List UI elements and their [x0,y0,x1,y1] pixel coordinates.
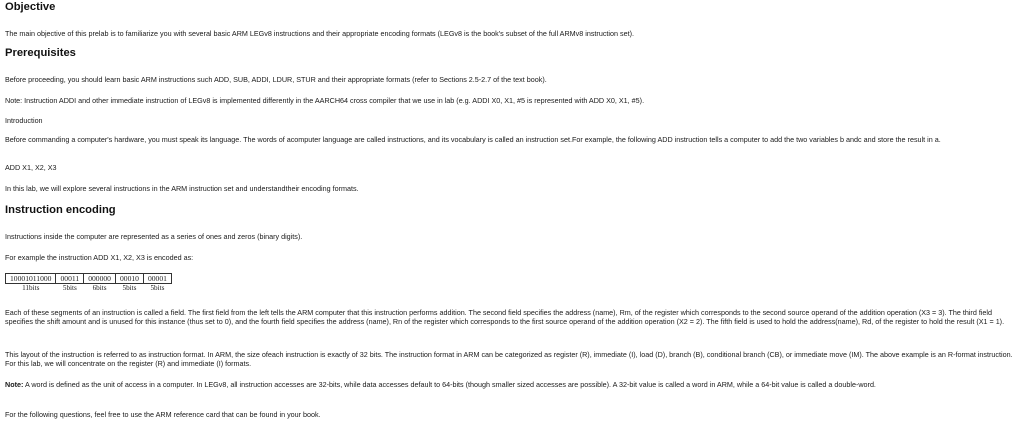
field-2-width: 5bits [62,284,77,292]
prerequisites-text-1: Before proceeding, you should learn basic ARM instructions such ADD, SUB, ADDI, LDUR, STUR and their appropriate formats (refer to Sections 2.5-2.7 of the text book). [5,75,547,84]
encoding-text-5: For the following questions, feel free to use the ARM reference card that can be found in your book. [5,410,321,419]
field-1-bits: 10001011000 [6,274,56,284]
encoding-note [5,380,1017,389]
introduction-code: ADD X1, X2, X3 [5,163,57,172]
objective-heading: Objective [5,1,56,13]
introduction-text-1: Before commanding a computer's hardware, you must speak its language. The words of acomputer language are called instructions, and its vocabulary is called an instruction set.For example, the following ADD instruction tells a computer to add the two variables b andc and store the result in a. [5,135,941,144]
instruction-encoding-heading: Instruction encoding [5,204,116,216]
prerequisites-heading: Prerequisites [5,47,76,59]
note-label: Note: [5,380,24,389]
field-3-width: 6bits [92,284,107,292]
encoding-text-2: For example the instruction ADD X1, X2, X3 is encoded as: [5,253,194,262]
encoding-text-3: Each of these segments of an instruction is called a field. The first field from the left tells the ARM computer that this instruction performs addition. The second field specifies the address (name), Rm, of the register which corresponds to the second source operand of the addition operation (X3 = 3). The third field specifies the shift amount and is unused for this instance (thus set to 0), and the fourth field specifies the address (name), Rn of the register which corresponds to the first source operand of the addition operation (X2 = 2). The fifth field is used to hold the address(name), Rd, of the register to hold the result (X1 = 1). [5,308,1005,326]
introduction-text-2: In this lab, we will explore several instructions in the ARM instruction set and understandtheir encoding formats. [5,184,359,193]
field-4-bits: 00010 [115,274,143,284]
field-1-width: 11bits [22,284,40,292]
encoding-table [5,273,172,293]
encoding-bits-row [6,274,172,284]
field-4-width: 5bits [122,284,137,292]
encoding-text-4: This layout of the instruction is referred to as instruction format. In ARM, the size ofeach instruction is exactly of 32 bits. The instruction format in ARM can be categorized as register (R), immediate (I), load (D), branch (B), conditional branch (CB), or immediate move (IM). The above example is an R-format instruction. For this lab, we will concentrate on the register (R) and immediate (I) formats. [5,350,1013,368]
encoding-text-1: Instructions inside the computer are represented as a series of ones and zeros (binary digits). [5,232,303,241]
field-3-bits: 000000 [84,274,116,284]
note-text: A word is defined as the unit of access in a computer. In LEGv8, all instruction accesses are 32-bits, while data accesses default to 64-bits (though smaller sized accesses are possible). A 32-bit value is called a word in ARM, while a 64-bit value is called a double-word. [23,380,876,389]
encoding-widths-row [6,284,172,294]
introduction-heading: Introduction [5,116,43,125]
objective-text: The main objective of this prelab is to familiarize you with several basic ARM LEGv8 instructions and their appropriate encoding formats (LEGv8 is the book's subset of the full ARMv8 instruction set). [5,29,634,38]
prerequisites-note: Note: Instruction ADDI and other immediate instruction of LEGv8 is implemented differently in the AARCH64 cross compiler that we use in lab (e.g. ADDI X0, X1, #5 is represented with ADD X0, X1, #5). [5,96,645,105]
field-5-width: 5bits [150,284,165,292]
field-5-bits: 00001 [143,274,171,284]
field-2-bits: 00011 [56,274,84,284]
